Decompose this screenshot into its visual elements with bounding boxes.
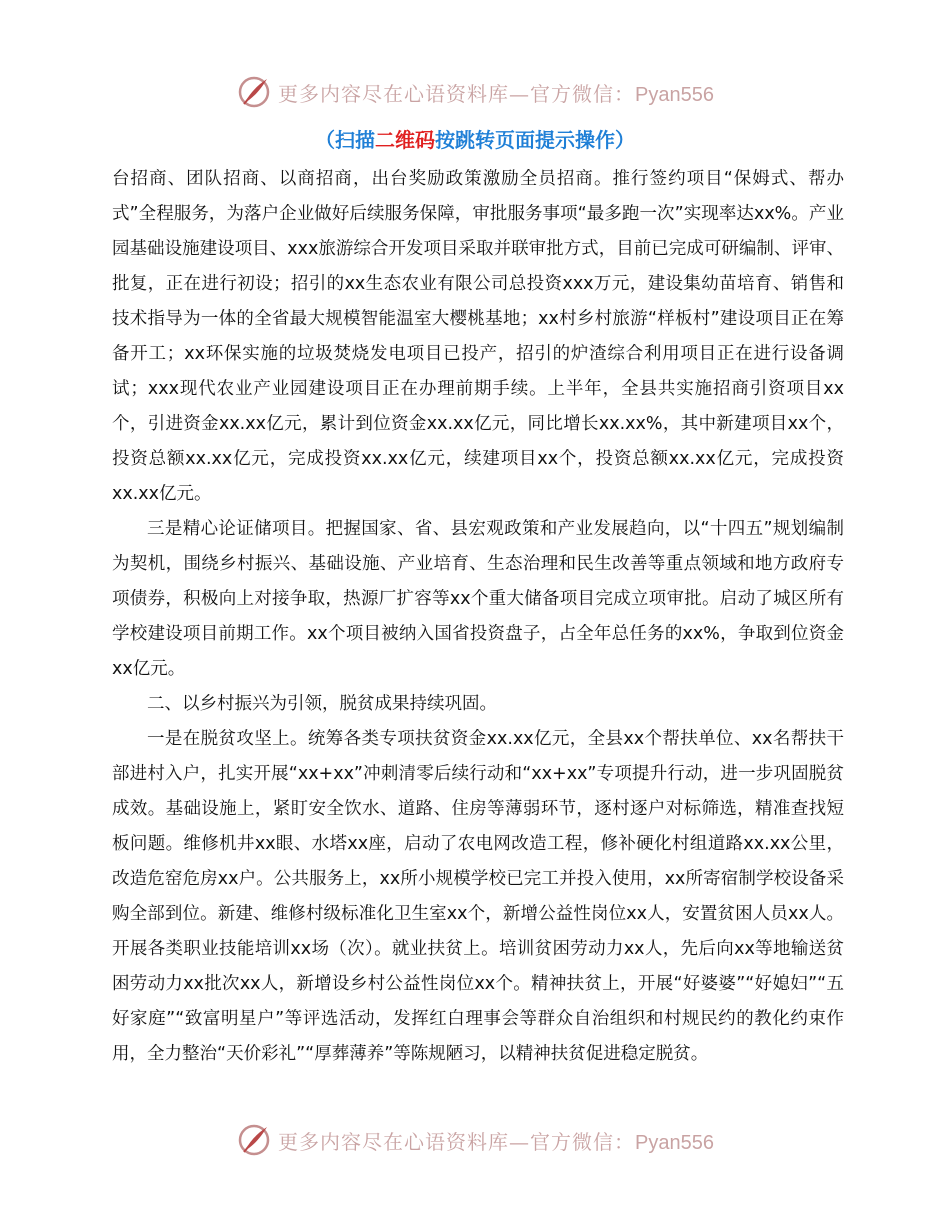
quill-logo-icon xyxy=(236,74,272,110)
document-body xyxy=(112,162,844,1072)
scan-qr-hint xyxy=(0,124,950,153)
quill-logo-icon xyxy=(236,1122,272,1158)
banner-text-main: 更多内容尽在心语资料库—官方微信： xyxy=(278,81,636,106)
paragraph-2: 三是精心论证储项目。把握国家、省、县宏观政策和产业发展趋向，以“十四五”规划编制为契机，围绕乡村振兴、基础设施、产业培育、生态治理和民生改善等重点领域和地方政府专项债券，积极向上对接争取，热源厂扩容等xx个重大储备项目完成立项审批。启动了城区所有学校建设项目前期工作。xx个项目被纳入国省投资盘子，占全年总任务的xx%，争取到位资金xx亿元。 xyxy=(112,519,844,679)
scan-hint-part3: 按跳转页面提示操作） xyxy=(435,128,635,152)
header-watermark-banner xyxy=(0,72,950,112)
section-heading: 二、以乡村振兴为引领，脱贫成果持续巩固。 xyxy=(147,694,497,714)
banner-text xyxy=(278,1126,714,1155)
banner-wechat-handle: Pyan556 xyxy=(635,83,714,106)
footer-watermark-banner xyxy=(0,1120,950,1160)
paragraph-3: 一是在脱贫攻坚上。统筹各类专项扶贫资金xx.xx亿元，全县xx个帮扶单位、xx名帮扶干部进村入户，扎实开展“xx+xx”冲刺清零后续行动和“xx+xx”专项提升行动，进一步巩固脱贫成效。基础设施上，紧盯安全饮水、道路、住房等薄弱环节，逐村逐户对标筛选，精准查找短板问题。维修机井xx眼、水塔xx座，启动了农电网改造工程，修补硬化村组道路xx.xx公里，改造危窑危房xx户。公共服务上，xx所小规模学校已完工并投入使用，xx所寄宿制学校设备采购全部到位。新建、维修村级标准化卫生室xx个，新增公益性岗位xx人，安置贫困人员xx人。开展各类职业技能培训xx场（次）。就业扶贫上。培训贫困劳动力xx人，先后向xx等地输送贫困劳动力xx批次xx人，新增设乡村公益性岗位xx个。精神扶贫上，开展“好婆婆”“好媳妇”“五好家庭”“致富明星户”等评选活动，发挥红白理事会等群众自治组织和村规民约的教化约束作用，全力整治“天价彩礼”“厚葬薄养”等陈规陋习，以精神扶贫促进稳定脱贫。 xyxy=(112,729,844,1064)
scan-hint-qr-code: 二维码 xyxy=(375,128,435,152)
paragraph-1: 台招商、团队招商、以商招商，出台奖励政策激励全员招商。推行签约项目“保姆式、帮办式”全程服务，为落户企业做好后续服务保障，审批服务事项“最多跑一次”实现率达xx%。产业园基础设施建设项目、xxx旅游综合开发项目采取并联审批方式，目前已完成可研编制、评审、批复，正在进行初设；招引的xx生态农业有限公司总投资xxx万元，建设集幼苗培育、销售和技术指导为一体的全省最大规模智能温室大樱桃基地；xx村乡村旅游“样板村”建设项目正在筹备开工；xx环保实施的垃圾焚烧发电项目已投产，招引的炉渣综合利用项目正在进行设备调试；xxx现代农业产业园建设项目正在办理前期手续。上半年，全县共实施招商引资项目xx个，引进资金xx.xx亿元，累计到位资金xx.xx亿元，同比增长xx.xx%，其中新建项目xx个，投资总额xx.xx亿元，完成投资xx.xx亿元，续建项目xx个，投资总额xx.xx亿元，完成投资xx.xx亿元。 xyxy=(112,169,844,504)
banner-wechat-handle: Pyan556 xyxy=(635,1131,714,1154)
scan-hint-part1: （扫描 xyxy=(315,128,375,152)
banner-text-main: 更多内容尽在心语资料库—官方微信： xyxy=(278,1129,636,1154)
banner-text xyxy=(278,78,714,107)
